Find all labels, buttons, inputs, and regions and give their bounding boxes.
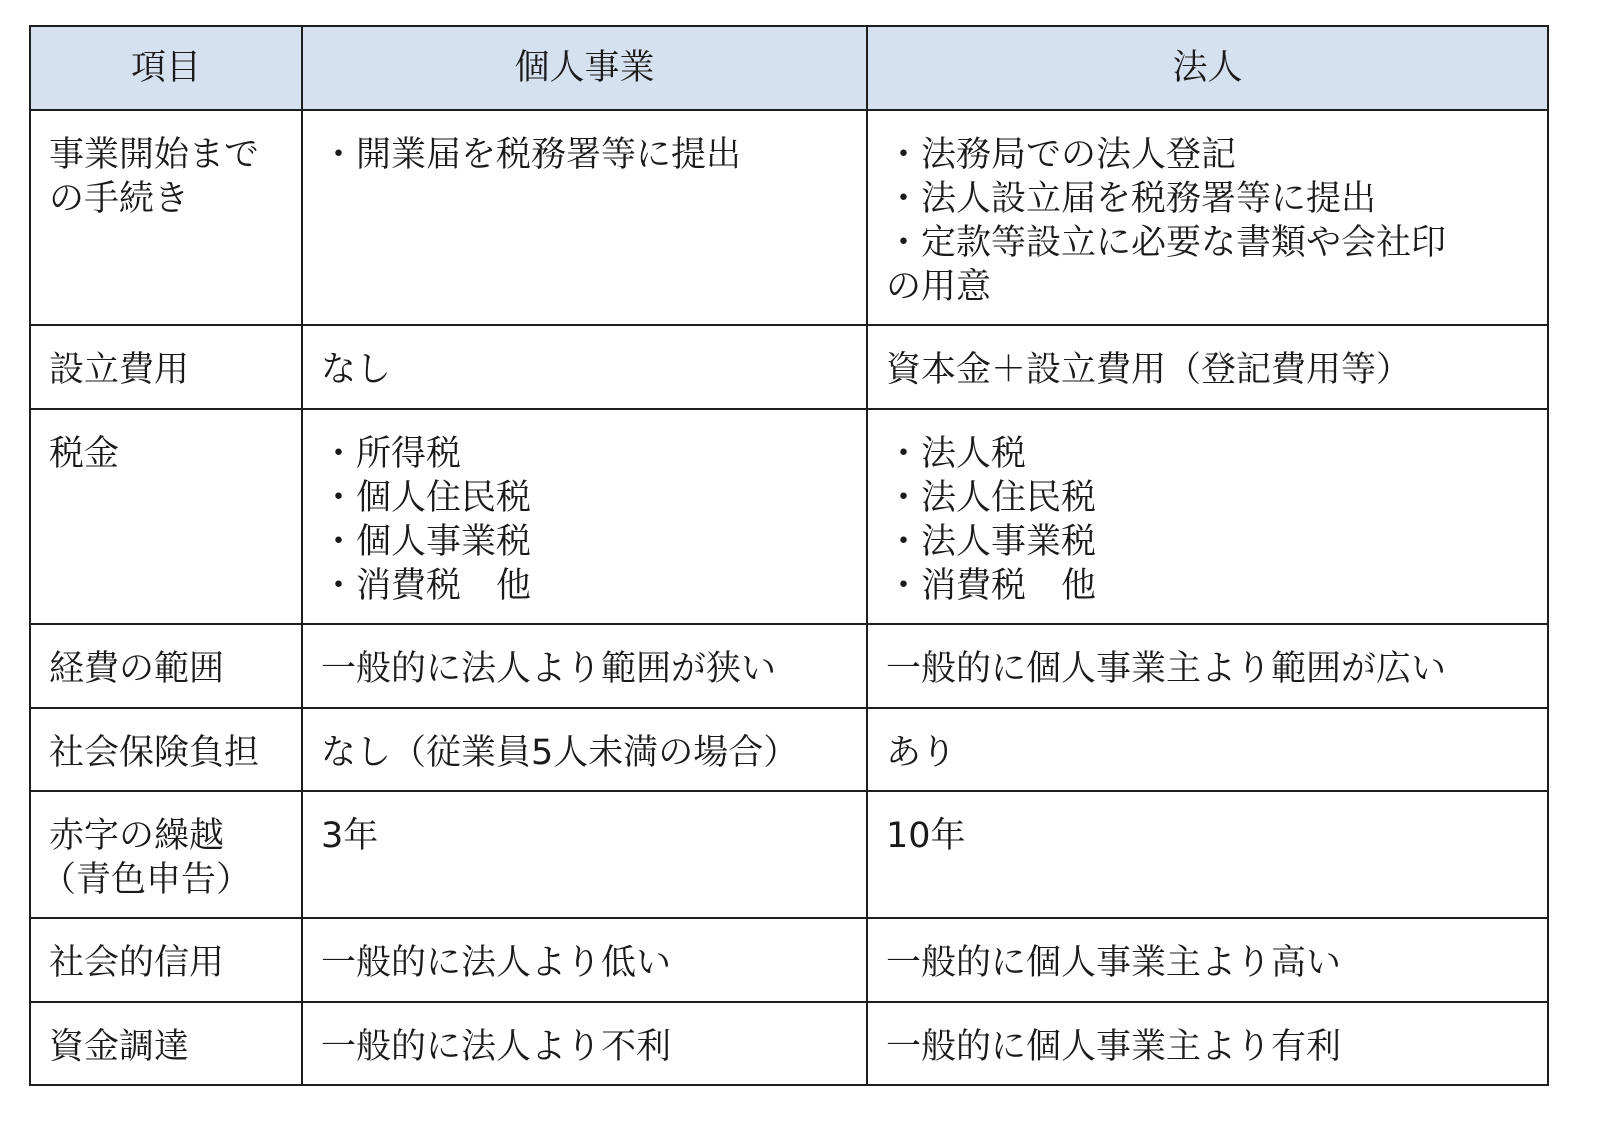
kojin-cell [302,409,867,624]
hojin-cell: 一般的に個人事業主より高い [867,918,1548,1002]
bullet-dot: ・ [886,566,922,606]
row-label: 資金調達 [30,1002,302,1085]
hojin-cell: 一般的に個人事業主より有利 [867,1002,1548,1085]
row-label [30,791,302,918]
header-row [30,26,1548,110]
hojin-cell [867,409,1548,624]
table-row [30,918,1548,1002]
comparison-table [29,25,1549,1086]
bullet-dot: ・ [321,566,357,606]
bullet-item: ・消費税 他 [321,566,532,606]
hojin-cell: 資本金＋設立費用（登記費用等） [867,325,1548,409]
header-hojin: 法人 [867,26,1548,110]
kojin-cell: なし [302,325,867,409]
table-row [30,110,1548,325]
kojin-cell [302,110,867,325]
row-label-line: （青色申告） [41,860,252,900]
bullet-dot: ・ [886,223,922,263]
bullet-dot: ・ [886,522,922,562]
hojin-cell: 10年 [867,791,1548,918]
kojin-cell: なし（従業員5人未満の場合） [302,708,867,791]
hojin-cell [867,110,1548,325]
kojin-cell: 一般的に法人より不利 [302,1002,867,1085]
bullet-item: ・法人住民税 [886,478,1097,518]
bullet-item: ・法務局での法人登記 [886,135,1237,175]
header-item: 項目 [30,26,302,110]
table-row [30,791,1548,918]
row-label-line: 赤字の繰越 [49,816,225,856]
bullet-item: ・法人事業税 [886,522,1097,562]
header-kojin: 個人事業 [302,26,867,110]
bullet-item: ・開業届を税務署等に提出 [321,135,742,175]
kojin-cell: 一般的に法人より低い [302,918,867,1002]
row-label-line: の手続き [49,179,190,219]
table-row [30,1002,1548,1085]
bullet-item: ・消費税 他 [886,566,1097,606]
bullet-continuation: の用意 [886,267,992,307]
bullet-dot: ・ [886,135,922,175]
bullet-item: ・個人事業税 [321,522,532,562]
bullet-item: ・法人設立届を税務署等に提出 [886,179,1377,219]
bullet-dot: ・ [886,434,922,474]
bullet-item: ・所得税 [321,434,462,474]
bullet-item: ・定款等設立に必要な書類や会社印 [886,223,1447,263]
table-row [30,325,1548,409]
bullet-dot: ・ [321,434,357,474]
row-label: 設立費用 [30,325,302,409]
bullet-dot: ・ [321,522,357,562]
kojin-cell: 3年 [302,791,867,918]
row-label [30,110,302,325]
table-row [30,624,1548,708]
row-label: 税金 [30,409,302,624]
kojin-cell: 一般的に法人より範囲が狭い [302,624,867,708]
row-label: 社会的信用 [30,918,302,1002]
bullet-item: ・法人税 [886,434,1027,474]
hojin-cell: 一般的に個人事業主より範囲が広い [867,624,1548,708]
table-row [30,708,1548,791]
hojin-cell: あり [867,708,1548,791]
bullet-dot: ・ [886,179,922,219]
bullet-dot: ・ [321,478,357,518]
bullet-item: ・個人住民税 [321,478,532,518]
table-row [30,409,1548,624]
row-label-line: 事業開始まで [49,135,260,175]
bullet-dot: ・ [886,478,922,518]
row-label: 経費の範囲 [30,624,302,708]
row-label: 社会保険負担 [30,708,302,791]
bullet-dot: ・ [321,135,357,175]
